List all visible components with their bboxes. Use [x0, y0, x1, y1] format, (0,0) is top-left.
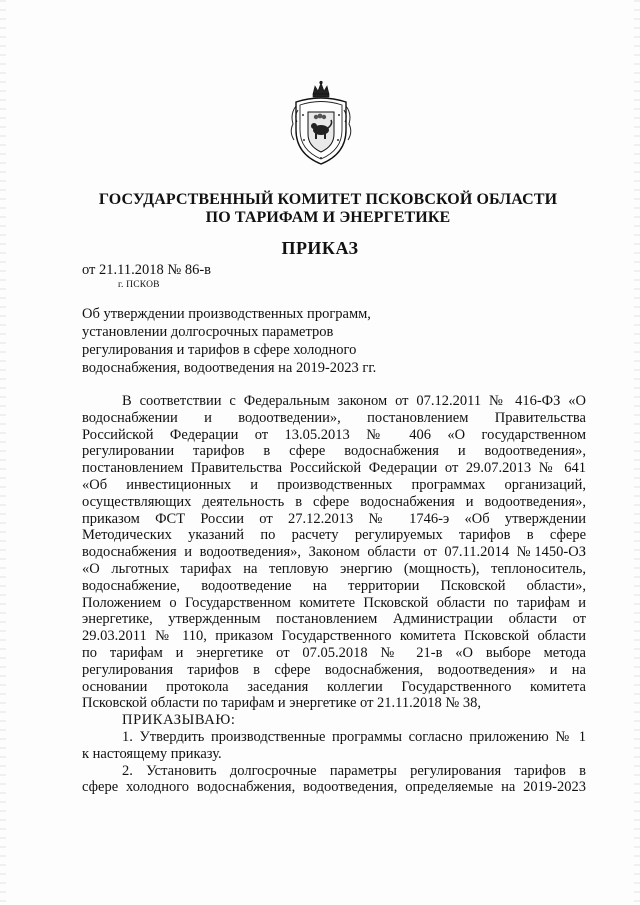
preamble-line: приказом ФСТ России от 27.12.2013 № 1746-э «Об утверждении	[82, 510, 586, 527]
item1-line: 1. Утвердить производственные программы согласно приложению № 1	[122, 728, 586, 745]
subject-line: водоснабжения, водоотведения на 2019-2023 гг.	[82, 360, 377, 376]
organization-name-line1: ГОСУДАРСТВЕННЫЙ КОМИТЕТ ПСКОВСКОЙ ОБЛАСТИ	[98, 191, 558, 208]
document-city: г. ПСКОВ	[118, 280, 160, 290]
preamble-line: энергетике, утвержденным постановлением Администрации области от	[82, 611, 586, 628]
preamble-line: В соответствии с Федеральным законом от 07.12.2011 № 416-ФЗ «О	[122, 393, 586, 409]
preamble-line: регулирования тарифов в сфере водоснабжения, водоотведения» и на	[82, 661, 586, 678]
preamble-line: «Об инвестиционных и производственных программах организаций,	[82, 476, 586, 493]
preamble-line: регулировании тарифов в сфере водоснабжения и водоотведения»,	[82, 443, 586, 460]
document-body	[82, 393, 586, 796]
scan-edge-left	[0, 0, 6, 905]
preamble-line: Положением о Государственном комитете Псковской области по тарифам и	[82, 594, 586, 611]
preamble-line: Российской Федерации от 13.05.2013 № 406 «О государственном	[82, 426, 586, 443]
preamble-line: 29.03.2011 № 110, приказом Государственного комитета Псковской области	[82, 628, 586, 645]
preamble-line: Псковской области по тарифам и энергетике от 21.11.2018 № 38,	[82, 695, 481, 712]
preamble-line: Методических указаний по расчету регулируемых тарифов в сфере	[82, 527, 586, 544]
preamble-line: постановлением Правительства Российской Федерации от 29.07.2013 № 641	[82, 460, 586, 477]
preamble-line: осуществляющих деятельность в сфере водоснабжения и водоотведения»,	[82, 493, 586, 510]
preamble-line: водоснабжения и водоотведения», Законом области от 07.11.2014 №1450-ОЗ	[82, 544, 586, 561]
coat-of-arms-icon	[286, 80, 356, 166]
item1-line: к настоящему приказу.	[82, 745, 222, 762]
preamble-line: водоснабжении и водоотведении», постановлением Правительства	[82, 409, 586, 426]
scan-edge-right	[634, 0, 640, 905]
document-subject	[82, 305, 412, 377]
subject-line: регулирования и тарифов в сфере холодного	[82, 342, 357, 358]
item2-line: сфере холодного водоснабжения, водоотведения, определяемые на 2019-2023	[82, 779, 586, 796]
document-date-number: от 21.11.2018 № 86-в	[82, 262, 211, 278]
preamble-line: водоснабжение, водоотведение на территории Псковской области»,	[82, 577, 586, 594]
preamble-line: основании протокола заседания коллегии Государственного комитета	[82, 678, 586, 695]
preamble-line: по тарифам и энергетике от 07.05.2018 № 21-в «О выборе метода	[82, 644, 586, 661]
document-title: ПРИКАЗ	[281, 238, 359, 258]
organization-name-line2: ПО ТАРИФАМ И ЭНЕРГЕТИКЕ	[205, 209, 451, 226]
order-word: ПРИКАЗЫВАЮ:	[122, 712, 236, 729]
subject-line: Об утверждении производственных программ,	[82, 306, 371, 322]
preamble-line: «О льготных тарифах на тепловую энергию (мощность), теплоноситель,	[82, 560, 586, 577]
item2-line: 2. Установить долгосрочные параметры регулирования тарифов в	[122, 762, 586, 779]
subject-line: установлении долгосрочных параметров	[82, 324, 334, 340]
